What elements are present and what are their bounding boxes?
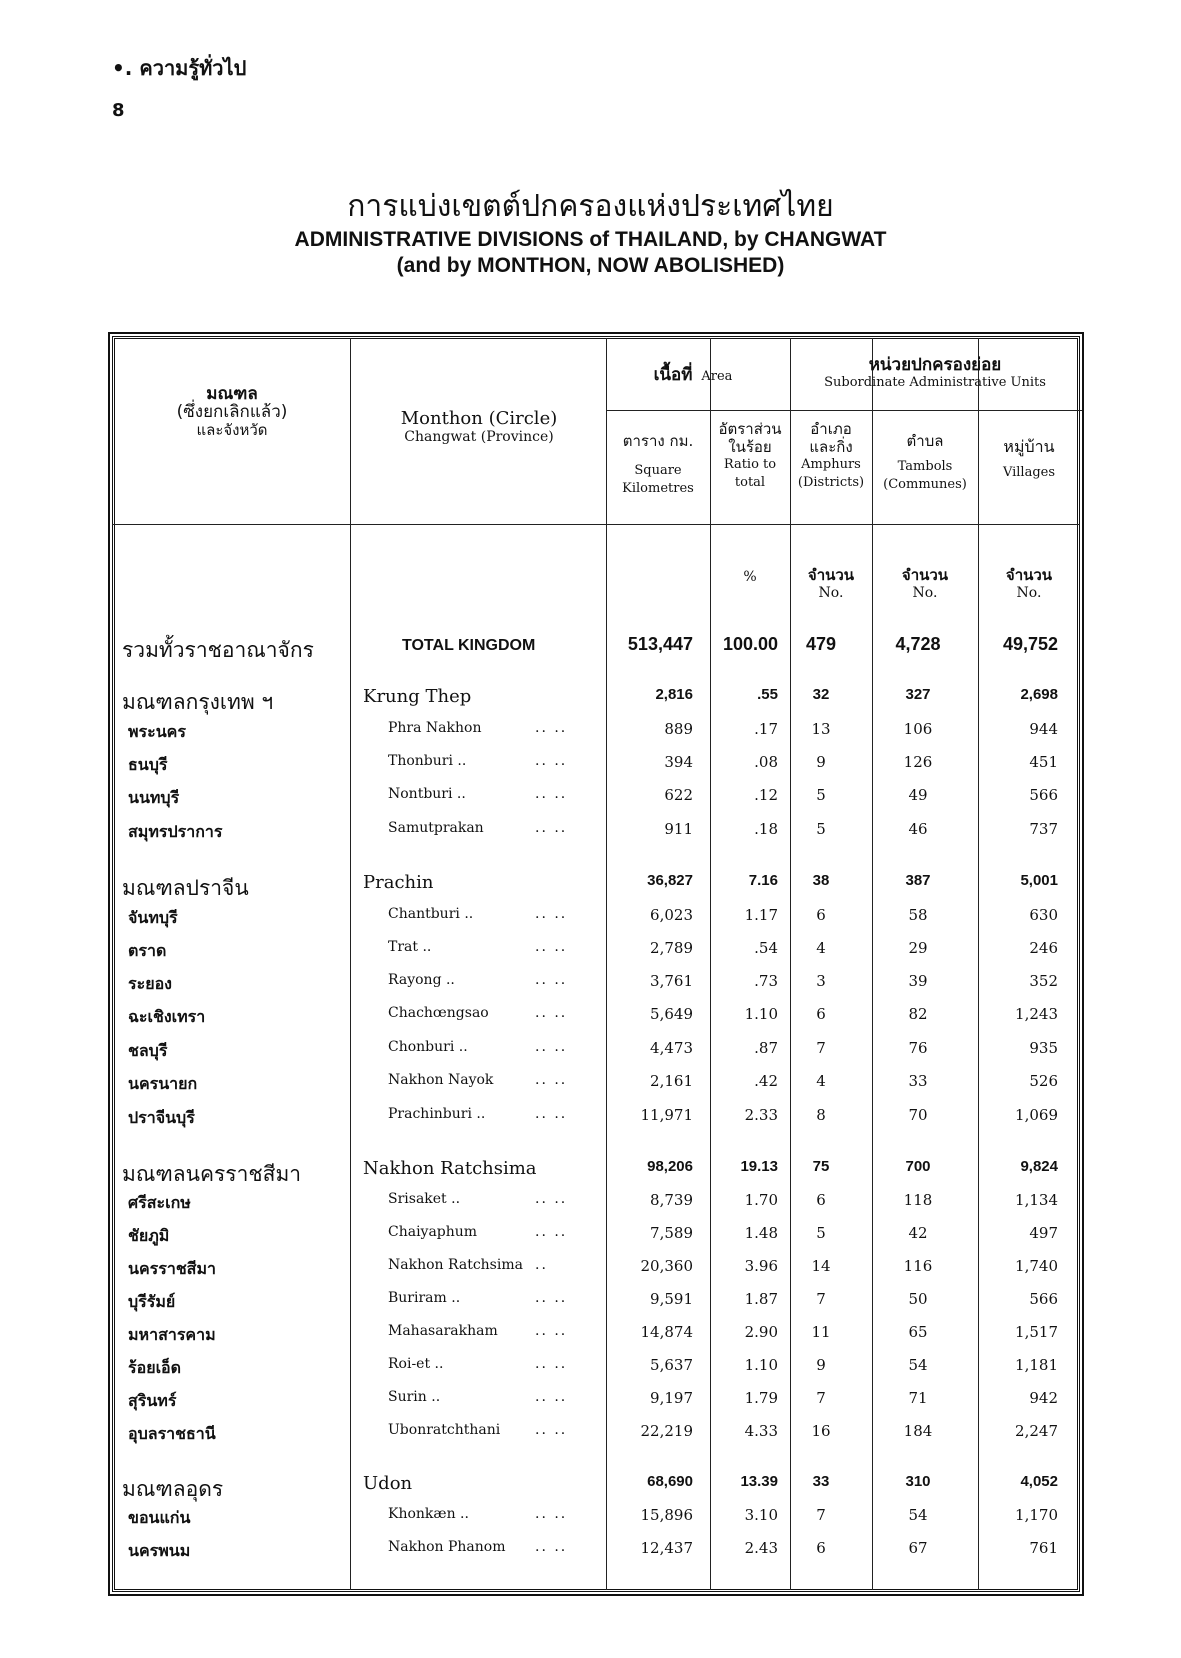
- area-ratio: 7.16: [748, 872, 778, 889]
- area-sqkm: 36,827: [647, 872, 693, 889]
- total-villages: 49,752: [1002, 634, 1058, 654]
- english-name: Ubonratchthani: [388, 1422, 501, 1438]
- header-col2: Monthon (Circle) Changwat (Province): [400, 408, 558, 445]
- province-row: [0, 1539, 1181, 1571]
- header-area: เนื้อที่ Area: [653, 365, 733, 385]
- thai-name: นนทบุรี: [128, 788, 180, 807]
- area-ratio: 1.79: [744, 1389, 778, 1407]
- thai-name: พระนคร: [128, 722, 186, 741]
- thai-name: ปราจีนบุรี: [128, 1108, 195, 1127]
- english-name: Nakhon Nayok: [388, 1072, 494, 1088]
- province-row: [0, 939, 1181, 971]
- tambols-count: 67: [908, 1539, 928, 1557]
- province-row: [0, 1191, 1181, 1223]
- area-sqkm: 11,971: [640, 1106, 693, 1124]
- total-row: [0, 634, 1181, 666]
- villages-count: 2,247: [1015, 1422, 1058, 1440]
- villages-count: 630: [1029, 906, 1058, 924]
- area-ratio: 2.43: [744, 1539, 778, 1557]
- header-col1: มณฑล (ซึ่งยกเลิกแล้ว) และจังหวัด: [176, 384, 288, 439]
- total-amphurs: 479: [805, 634, 837, 654]
- area-ratio: 13.39: [740, 1473, 778, 1490]
- area-sqkm: 5,637: [650, 1356, 693, 1374]
- villages-count: 5,001: [1020, 872, 1058, 889]
- province-row: [0, 906, 1181, 938]
- running-header: •. ความรู้ทั่วไป: [112, 56, 247, 80]
- tambols-count: 184: [903, 1422, 933, 1440]
- tambols-count: 106: [903, 720, 933, 738]
- amphurs-count: 4: [816, 939, 826, 957]
- area-sqkm: 622: [664, 786, 693, 804]
- villages-count: 2,698: [1020, 686, 1058, 703]
- thai-name: ตราด: [128, 941, 167, 960]
- english-name: Surin ..: [388, 1389, 441, 1405]
- leader-dots: .. ..: [535, 820, 568, 836]
- leader-dots: .. ..: [535, 786, 568, 802]
- header-ratio: อัตราส่วน ในร้อย Ratio to total: [718, 420, 782, 490]
- villages-count: 4,052: [1020, 1473, 1058, 1490]
- tambols-count: 54: [908, 1356, 928, 1374]
- area-sqkm: 15,896: [640, 1506, 693, 1524]
- villages-count: 1,740: [1015, 1257, 1058, 1275]
- amphurs-count: 5: [816, 1224, 826, 1242]
- area-sqkm: 9,591: [650, 1290, 693, 1308]
- amphurs-count: 8: [816, 1106, 826, 1124]
- area-sqkm: 20,360: [640, 1257, 693, 1275]
- thai-name: ขอนแก่น: [128, 1508, 191, 1527]
- amphurs-count: 38: [812, 872, 830, 889]
- province-row: [0, 786, 1181, 818]
- tambols-count: 387: [905, 872, 931, 889]
- province-row: [0, 1039, 1181, 1071]
- english-name: Samutprakan: [388, 820, 484, 836]
- province-row: [0, 753, 1181, 785]
- area-ratio: 3.10: [744, 1506, 778, 1524]
- tambols-count: 50: [908, 1290, 928, 1308]
- province-row: [0, 1389, 1181, 1421]
- tambols-count: 82: [908, 1005, 928, 1023]
- unit-villages: จำนวน No.: [1005, 566, 1053, 601]
- header-sqkm: ตาราง กม. Square Kilometres: [622, 432, 694, 496]
- province-row: [0, 1323, 1181, 1355]
- thai-name: นครพนม: [128, 1541, 191, 1560]
- unit-percent: %: [743, 569, 757, 585]
- english-name: Roi-et ..: [388, 1356, 444, 1372]
- thai-name: จันทบุรี: [128, 908, 178, 927]
- leader-dots: .. ..: [535, 906, 568, 922]
- area-ratio: .12: [754, 786, 778, 804]
- english-name: Krung Thep: [363, 686, 472, 707]
- thai-name: มณฑลกรุงเทพ ฯ: [122, 690, 274, 714]
- villages-count: 942: [1029, 1389, 1058, 1407]
- thai-name: สมุทรปราการ: [128, 822, 223, 841]
- area-ratio: .87: [754, 1039, 778, 1057]
- title-line-1: ADMINISTRATIVE DIVISIONS of THAILAND, by CHANGWAT: [294, 228, 887, 251]
- area-ratio: 3.96: [744, 1257, 778, 1275]
- header-tambols: ตำบล Tambols (Communes): [883, 432, 967, 492]
- area-ratio: 1.17: [744, 906, 778, 924]
- leader-dots: .. ..: [535, 1106, 568, 1122]
- area-ratio: 1.70: [744, 1191, 778, 1209]
- area-sqkm: 2,161: [650, 1072, 693, 1090]
- area-ratio: 2.90: [744, 1323, 778, 1341]
- villages-count: 1,134: [1015, 1191, 1058, 1209]
- english-name: Nontburi ..: [388, 786, 466, 802]
- leader-dots: .. ..: [535, 1039, 568, 1055]
- thai-name: อุบลราชธานี: [128, 1424, 216, 1443]
- area-ratio: 1.10: [744, 1356, 778, 1374]
- amphurs-count: 14: [811, 1257, 831, 1275]
- english-name: Udon: [363, 1473, 413, 1494]
- villages-count: 566: [1029, 786, 1058, 804]
- villages-count: 566: [1029, 1290, 1058, 1308]
- english-name: Chonburi ..: [388, 1039, 468, 1055]
- leader-dots: .. ..: [535, 1389, 568, 1405]
- province-row: [0, 820, 1181, 852]
- tambols-count: 42: [908, 1224, 928, 1242]
- total-tambols: 4,728: [895, 634, 941, 654]
- villages-count: 935: [1029, 1039, 1058, 1057]
- monthon-row: [0, 1473, 1181, 1505]
- area-sqkm: 12,437: [640, 1539, 693, 1557]
- province-row: [0, 1506, 1181, 1538]
- english-name: Nakhon Ratchsima: [388, 1257, 523, 1273]
- area-ratio: .42: [754, 1072, 778, 1090]
- area-sqkm: 889: [664, 720, 693, 738]
- province-row: [0, 1422, 1181, 1454]
- tambols-count: 76: [908, 1039, 928, 1057]
- area-sqkm: 2,789: [650, 939, 693, 957]
- english-name: Khonkæn ..: [388, 1506, 469, 1522]
- tambols-count: 65: [908, 1323, 928, 1341]
- villages-count: 497: [1029, 1224, 1058, 1242]
- monthon-row: [0, 686, 1181, 718]
- leader-dots: .. ..: [535, 1005, 568, 1021]
- area-ratio: .73: [754, 972, 778, 990]
- amphurs-count: 3: [816, 972, 826, 990]
- english-name: Nakhon Phanom: [388, 1539, 506, 1555]
- villages-count: 1,517: [1015, 1323, 1058, 1341]
- thai-name: นครราชสีมา: [128, 1259, 216, 1278]
- tambols-count: 116: [903, 1257, 933, 1275]
- amphurs-count: 6: [816, 1539, 826, 1557]
- tambols-count: 327: [905, 686, 931, 703]
- villages-count: 1,181: [1015, 1356, 1058, 1374]
- thai-name: ร้อยเอ็ด: [128, 1358, 182, 1377]
- thai-name: มหาสารคาม: [128, 1325, 216, 1344]
- leader-dots: .. ..: [535, 972, 568, 988]
- area-ratio: 1.87: [744, 1290, 778, 1308]
- english-name: Phra Nakhon: [388, 720, 482, 736]
- amphurs-count: 9: [816, 1356, 826, 1374]
- amphurs-count: 5: [816, 820, 826, 838]
- amphurs-count: 16: [811, 1422, 831, 1440]
- area-sqkm: 6,023: [650, 906, 693, 924]
- area-sqkm: 8,739: [650, 1191, 693, 1209]
- villages-count: 761: [1029, 1539, 1058, 1557]
- area-sqkm: 7,589: [650, 1224, 693, 1242]
- area-sqkm: 22,219: [640, 1422, 693, 1440]
- villages-count: 246: [1029, 939, 1058, 957]
- area-ratio: .18: [754, 820, 778, 838]
- area-sqkm: 68,690: [647, 1473, 693, 1490]
- english-name: Buriram ..: [388, 1290, 461, 1306]
- header-divider: [606, 410, 1082, 411]
- page-number: 8: [112, 100, 125, 121]
- villages-count: 9,824: [1020, 1158, 1058, 1175]
- tambols-count: 39: [908, 972, 928, 990]
- total-label-en: TOTAL KINGDOM: [402, 637, 536, 654]
- villages-count: 1,243: [1015, 1005, 1058, 1023]
- tambols-count: 33: [908, 1072, 928, 1090]
- villages-count: 352: [1029, 972, 1058, 990]
- amphurs-count: 7: [816, 1290, 826, 1308]
- villages-count: 451: [1029, 753, 1058, 771]
- monthon-row: [0, 872, 1181, 904]
- tambols-count: 71: [908, 1389, 928, 1407]
- english-name: Trat ..: [388, 939, 432, 955]
- leader-dots: .. ..: [535, 720, 568, 736]
- leader-dots: .. ..: [535, 1191, 568, 1207]
- tambols-count: 58: [908, 906, 928, 924]
- province-row: [0, 972, 1181, 1004]
- thai-name: สุรินทร์: [128, 1391, 177, 1410]
- villages-count: 737: [1029, 820, 1058, 838]
- amphurs-count: 13: [811, 720, 831, 738]
- header-subordinate: หน่วยปกครองย่อย Subordinate Administrative Units: [824, 355, 1046, 390]
- tambols-count: 49: [908, 786, 928, 804]
- province-row: [0, 1257, 1181, 1289]
- leader-dots: ..: [535, 1257, 548, 1273]
- tambols-count: 70: [908, 1106, 928, 1124]
- amphurs-count: 9: [816, 753, 826, 771]
- province-row: [0, 1356, 1181, 1388]
- thai-name: มณฑลอุดร: [122, 1477, 224, 1501]
- amphurs-count: 32: [812, 686, 830, 703]
- title-line-2: (and by MONTHON, NOW ABOLISHED): [396, 254, 785, 277]
- amphurs-count: 4: [816, 1072, 826, 1090]
- header-villages: หมู่บ้าน Villages: [1002, 437, 1056, 480]
- english-name: Chantburi ..: [388, 906, 474, 922]
- area-sqkm: 2,816: [655, 686, 693, 703]
- amphurs-count: 33: [812, 1473, 830, 1490]
- english-name: Srisaket ..: [388, 1191, 461, 1207]
- english-name: Thonburi ..: [388, 753, 467, 769]
- thai-name: มณฑลปราจีน: [122, 876, 249, 900]
- title-thai: การแบ่งเขตต์ปกครองแห่งประเทศไทย: [347, 189, 834, 224]
- total-area: 513,447: [627, 634, 693, 654]
- area-ratio: 2.33: [744, 1106, 778, 1124]
- area-ratio: .17: [754, 720, 778, 738]
- province-row: [0, 720, 1181, 752]
- total-pct: 100.00: [722, 634, 778, 654]
- tambols-count: 700: [905, 1158, 931, 1175]
- thai-name: ฉะเชิงเทรา: [128, 1007, 206, 1026]
- amphurs-count: 6: [816, 1005, 826, 1023]
- area-sqkm: 394: [664, 753, 693, 771]
- area-sqkm: 911: [664, 820, 693, 838]
- english-name: Chaiyaphum: [388, 1224, 478, 1240]
- amphurs-count: 7: [816, 1389, 826, 1407]
- leader-dots: .. ..: [535, 1422, 568, 1438]
- area-sqkm: 9,197: [650, 1389, 693, 1407]
- english-name: Rayong ..: [388, 972, 455, 988]
- area-sqkm: 14,874: [640, 1323, 693, 1341]
- leader-dots: .. ..: [535, 1224, 568, 1240]
- amphurs-count: 7: [816, 1039, 826, 1057]
- amphurs-count: 7: [816, 1506, 826, 1524]
- amphurs-count: 75: [812, 1158, 830, 1175]
- area-sqkm: 4,473: [650, 1039, 693, 1057]
- leader-dots: .. ..: [535, 1323, 568, 1339]
- total-label-thai: รวมทั้วราชอาณาจักร: [122, 638, 314, 662]
- province-row: [0, 1290, 1181, 1322]
- area-sqkm: 5,649: [650, 1005, 693, 1023]
- leader-dots: .. ..: [535, 1356, 568, 1372]
- header-amphurs: อำเภอ และกิ่ง Amphurs (Districts): [797, 420, 865, 490]
- amphurs-count: 5: [816, 786, 826, 804]
- leader-dots: .. ..: [535, 1539, 568, 1555]
- tambols-count: 118: [903, 1191, 933, 1209]
- area-sqkm: 98,206: [647, 1158, 693, 1175]
- english-name: Mahasarakham: [388, 1323, 498, 1339]
- province-row: [0, 1005, 1181, 1037]
- tambols-count: 126: [903, 753, 933, 771]
- tambols-count: 54: [908, 1506, 928, 1524]
- thai-name: ระยอง: [128, 974, 172, 993]
- area-ratio: .54: [754, 939, 778, 957]
- amphurs-count: 6: [816, 906, 826, 924]
- villages-count: 944: [1029, 720, 1058, 738]
- tambols-count: 46: [908, 820, 928, 838]
- amphurs-count: 11: [811, 1323, 831, 1341]
- thai-name: ธนบุรี: [128, 755, 168, 774]
- tambols-count: 310: [905, 1473, 931, 1490]
- unit-amphurs: จำนวน No.: [807, 566, 855, 601]
- leader-dots: .. ..: [535, 939, 568, 955]
- leader-dots: .. ..: [535, 753, 568, 769]
- area-ratio: .08: [754, 753, 778, 771]
- area-sqkm: 3,761: [650, 972, 693, 990]
- thai-name: มณฑลนครราชสีมา: [122, 1162, 302, 1186]
- thai-name: ชลบุรี: [128, 1041, 168, 1060]
- area-ratio: 19.13: [740, 1158, 778, 1175]
- province-row: [0, 1072, 1181, 1104]
- area-ratio: .55: [757, 686, 778, 703]
- english-name: Prachin: [363, 872, 434, 893]
- leader-dots: .. ..: [535, 1072, 568, 1088]
- area-ratio: 1.10: [744, 1005, 778, 1023]
- thai-name: นครนายก: [128, 1074, 198, 1093]
- area-ratio: 4.33: [744, 1422, 778, 1440]
- thai-name: ชัยภูมิ: [128, 1226, 170, 1245]
- header-divider: [112, 524, 1080, 525]
- province-row: [0, 1224, 1181, 1256]
- english-name: Prachinburi ..: [388, 1106, 486, 1122]
- province-row: [0, 1106, 1181, 1138]
- english-name: Chachœngsao: [388, 1005, 489, 1021]
- villages-count: 526: [1029, 1072, 1058, 1090]
- leader-dots: .. ..: [535, 1290, 568, 1306]
- english-name: Nakhon Ratchsima: [363, 1158, 537, 1179]
- thai-name: บุรีรัมย์: [128, 1292, 176, 1311]
- unit-tambols: จำนวน No.: [901, 566, 949, 601]
- tambols-count: 29: [908, 939, 928, 957]
- monthon-row: [0, 1158, 1181, 1190]
- thai-name: ศรีสะเกษ: [128, 1193, 191, 1212]
- area-ratio: 1.48: [744, 1224, 778, 1242]
- villages-count: 1,170: [1015, 1506, 1058, 1524]
- leader-dots: .. ..: [535, 1506, 568, 1522]
- amphurs-count: 6: [816, 1191, 826, 1209]
- villages-count: 1,069: [1015, 1106, 1058, 1124]
